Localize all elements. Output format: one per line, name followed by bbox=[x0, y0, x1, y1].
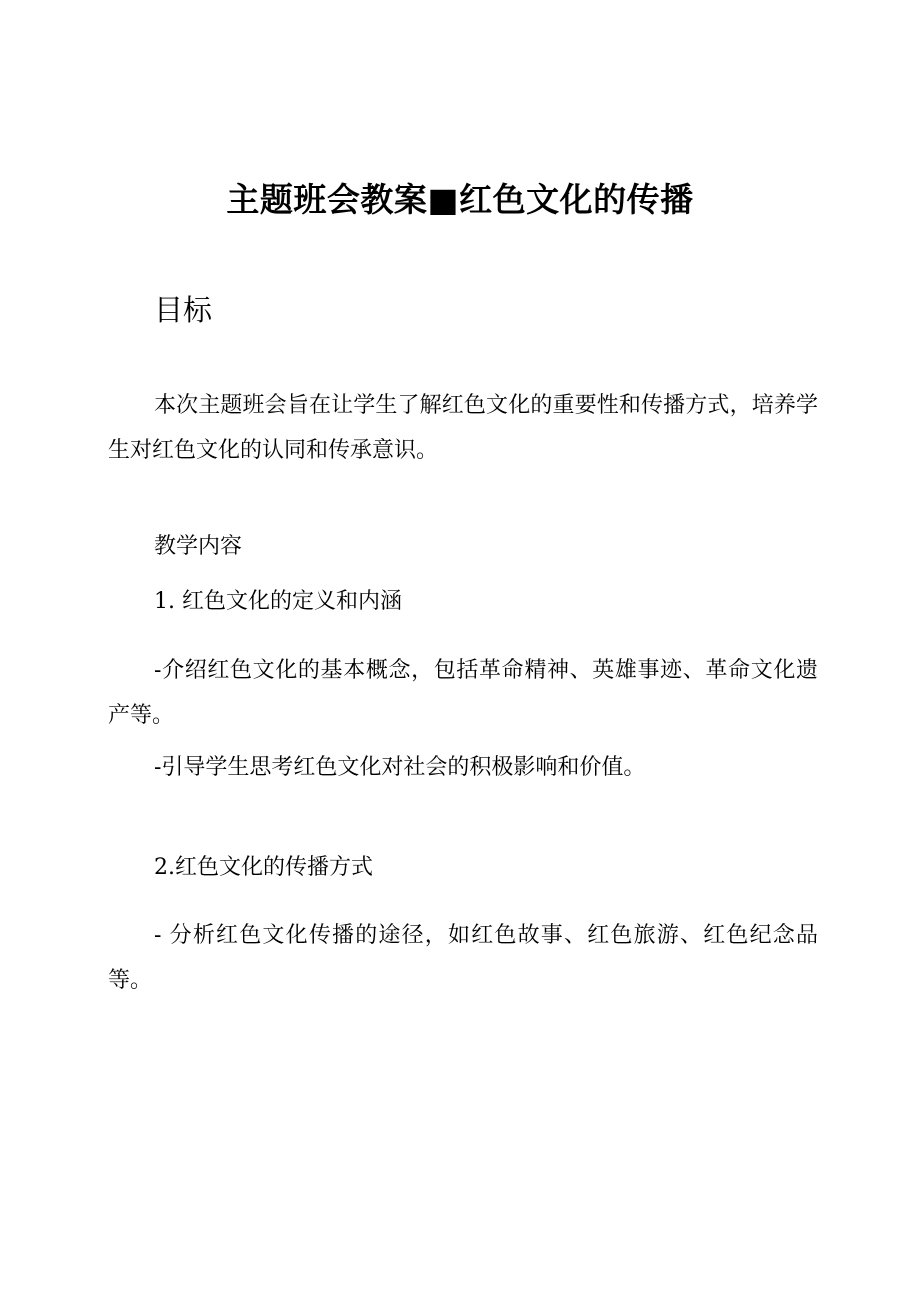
goal-heading: 目标 bbox=[154, 293, 213, 327]
section1-item1: -介绍红色文化的基本概念，包括革命精神、英雄事迹、革命文化遗产等。 bbox=[108, 658, 818, 728]
goal-paragraph: 本次主题班会旨在让学生了解红色文化的重要性和传播方式，培养学生对红色文化的认同和传承意识。 bbox=[108, 393, 818, 463]
section2-title: 2.红色文化的传播方式 bbox=[154, 855, 373, 880]
document-title: 主题班会教案■红色文化的传播 bbox=[226, 180, 694, 219]
section2-item1: - 分析红色文化传播的途径，如红色故事、红色旅游、红色纪念品等。 bbox=[108, 923, 818, 993]
section1-title: 1. 红色文化的定义和内涵 bbox=[154, 589, 402, 614]
section1-item2: -引导学生思考红色文化对社会的积极影响和价值。 bbox=[154, 755, 646, 780]
content-heading: 教学内容 bbox=[154, 534, 243, 559]
